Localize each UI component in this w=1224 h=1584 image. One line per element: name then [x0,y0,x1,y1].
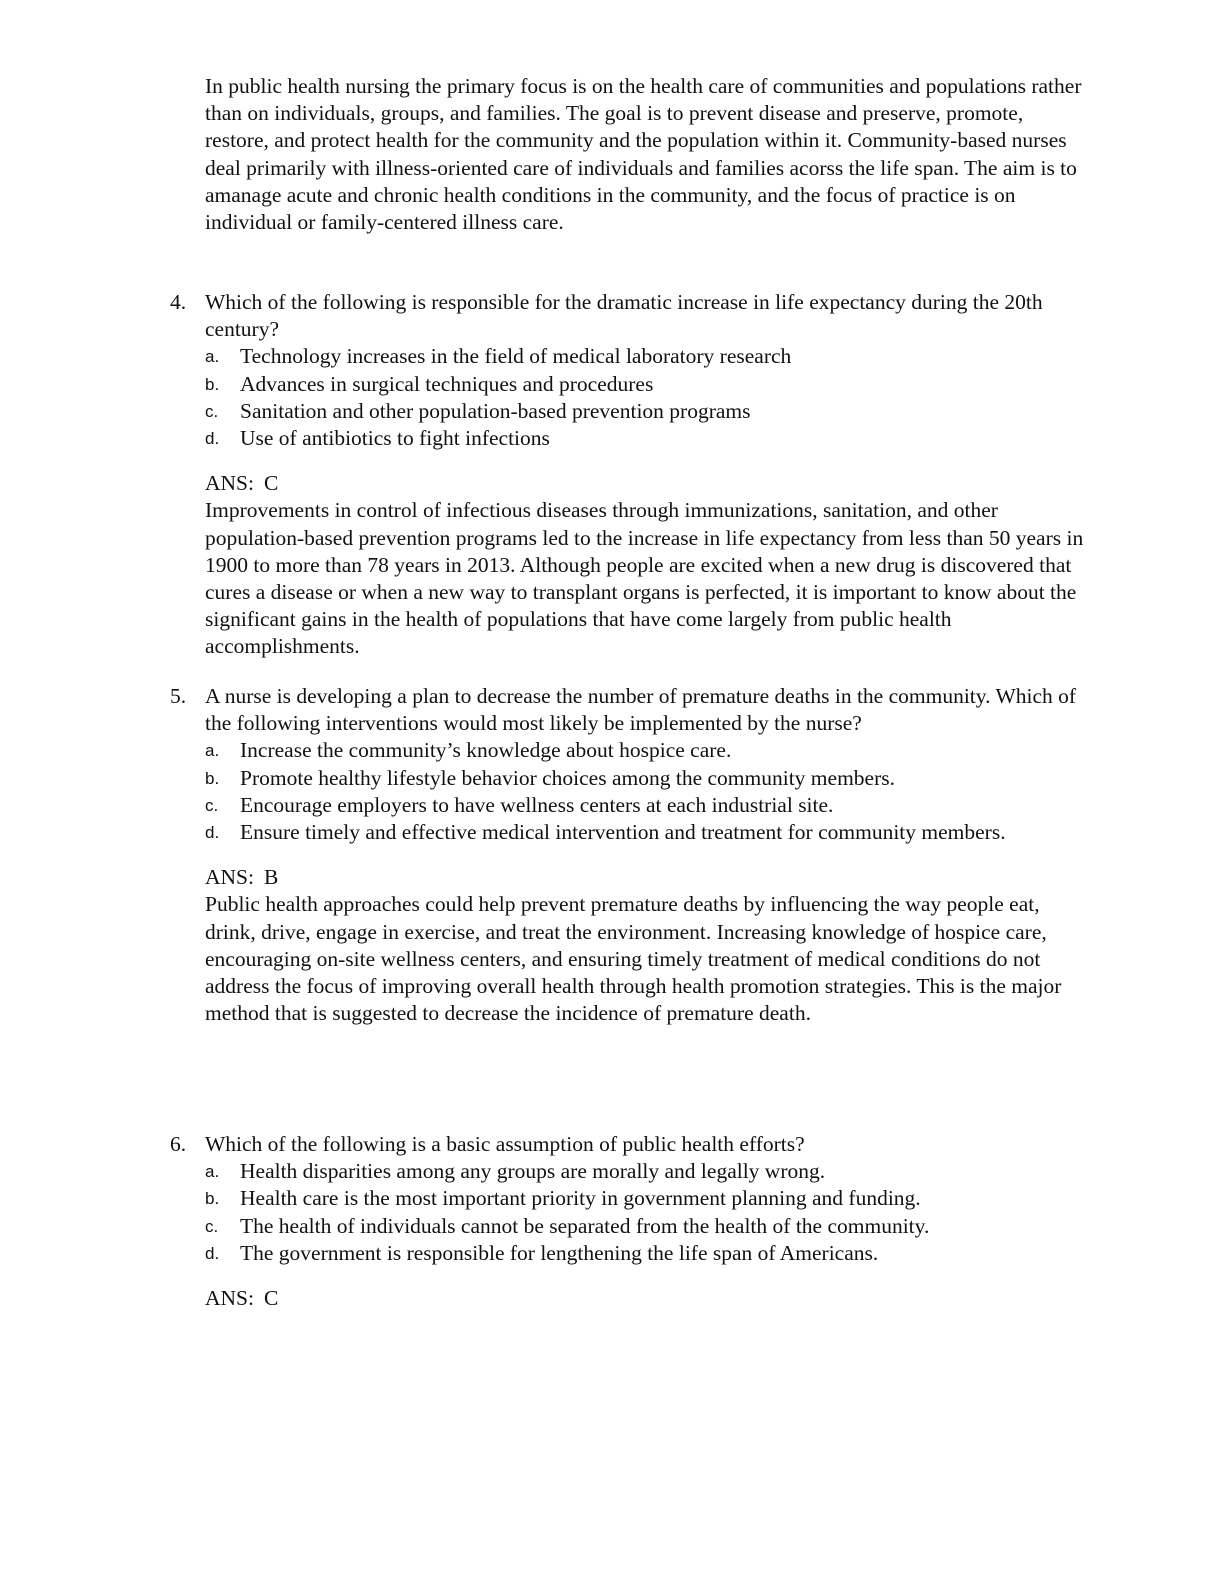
option-letter: d. [205,1243,220,1263]
option-d [160,425,1085,452]
question-stem: A nurse is developing a plan to decrease the number of premature deaths in the community. Which of the following interventions would most likely be implemented by the nurse? [205,684,1077,736]
option-letter: c. [205,1216,219,1236]
option-letter: c. [205,795,219,815]
option-a [160,343,1085,370]
option-letter: c. [205,401,219,421]
question-stem-row [160,683,1085,737]
option-text: Technology increases in the field of medical laboratory research [240,344,792,369]
answer-block [160,1285,1085,1312]
option-text: Ensure timely and effective medical intervention and treatment for community members. [240,820,1006,845]
option-letter: b. [205,1189,220,1209]
option-text: Health care is the most important priority in government planning and funding. [240,1186,921,1211]
answer-letter: C [263,1286,279,1311]
option-a [160,1158,1085,1185]
option-b [160,371,1085,398]
option-text: Increase the community’s knowledge about hospice care. [240,738,732,763]
option-letter: d. [205,823,220,843]
answer-label: ANS: [205,471,254,496]
option-a [160,737,1085,764]
rationale: Improvements in control of infectious diseases through immunizations, sanitation, and other population-based prevention programs led to the increase in life expectancy from less than 50 years in 1900 to more than 78 years in 2013. Although people are excited when a new drug is discovered that cures a disease or when a new way to transplant organs is perfected, it is important to know about the significant gains in the health of populations that have come largely from public health accomplishments. [205,498,1084,659]
option-d [160,1240,1085,1267]
option-letter: b. [205,768,220,788]
question-4 [160,289,1085,661]
option-text: The health of individuals cannot be separated from the health of the community. [240,1213,930,1238]
answer-block [160,864,1085,1027]
question-stem: Which of the following is responsible for the dramatic increase in life expectancy during the 20th century? [205,290,1043,342]
option-text: Use of antibiotics to fight infections [240,426,550,451]
answer-line [205,1285,1085,1312]
answer-options [160,1158,1085,1267]
option-c [160,1213,1085,1240]
option-text: Advances in surgical techniques and procedures [240,371,654,396]
answer-letter: B [263,865,279,890]
answer-letter: C [263,471,279,496]
option-text: Sanitation and other population-based prevention programs [240,398,751,423]
question-number: 5. [170,684,187,708]
option-letter: a. [205,741,220,761]
question-number: 6. [170,1132,187,1156]
option-text: Health disparities among any groups are morally and legally wrong. [240,1159,826,1184]
question-stem-row [160,1131,1085,1158]
question-number: 4. [170,290,187,314]
option-c [160,398,1085,425]
answer-label: ANS: [205,865,254,890]
option-text: Encourage employers to have wellness centers at each industrial site. [240,792,834,817]
option-text: Promote healthy lifestyle behavior choices among the community members. [240,765,895,790]
option-c [160,792,1085,819]
option-letter: b. [205,374,220,394]
answer-options [160,343,1085,452]
option-b [160,765,1085,792]
question-stem: Which of the following is a basic assumption of public health efforts? [205,1132,805,1156]
option-b [160,1185,1085,1212]
rationale: Public health approaches could help prevent premature deaths by influencing the way people eat, drink, drive, engage in exercise, and treat the environment. Increasing knowledge of hospice care, encouraging on-site wellness centers, and ensuring timely treatment of medical conditions do not address the focus of improving overall health through health promotion strategies. This is the major method that is suggested to decrease the incidence of premature death. [205,892,1062,1026]
option-letter: a. [205,1162,220,1182]
answer-label: ANS: [205,1286,254,1311]
question-stem-row [160,289,1085,343]
answer-line [205,864,1085,891]
option-d [160,819,1085,846]
option-letter: d. [205,429,220,449]
option-text: The government is responsible for lengthening the life span of Americans. [240,1240,879,1265]
answer-block [160,470,1085,660]
option-letter: a. [205,347,220,367]
intro-rationale: In public health nursing the primary focus is on the health care of communities and populations rather than on individuals, groups, and families. The goal is to prevent disease and preserve, promote, restore, and protect health for the community and the population within it. Community-based nurses deal primarily with illness-oriented care of individuals and families acorss the life span. The aim is to amanage acute and chronic health conditions in the community, and the focus of practice is on individual or family-centered illness care. [205,74,1082,235]
question-6 [160,1131,1085,1312]
question-5 [160,683,1085,1027]
answer-options [160,737,1085,846]
answer-line [205,470,1085,497]
